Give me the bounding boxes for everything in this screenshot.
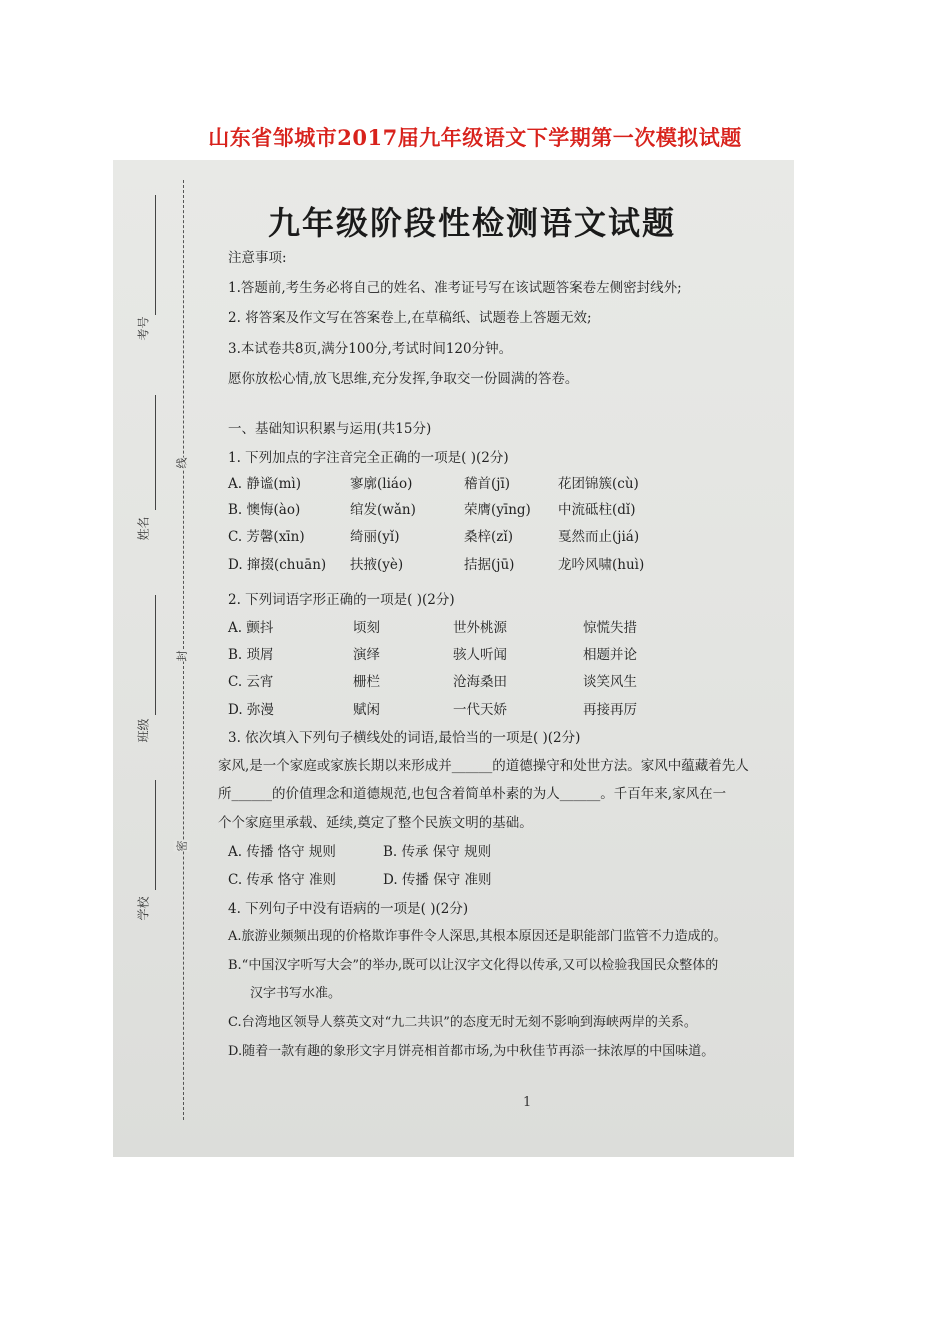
- q2-option-a-2: 顷刻: [353, 620, 380, 636]
- q2-option-a-1: A. 颤抖: [228, 620, 274, 636]
- binding-margin: [113, 160, 233, 1157]
- question-1: 1. 下列加点的字注音完全正确的一项是( )(2分): [228, 450, 509, 466]
- q1-option-d-3: 拮据(jū): [464, 557, 515, 573]
- question-2: 2. 下列词语字形正确的一项是( )(2分): [228, 592, 455, 608]
- scanned-exam-page: [113, 160, 794, 1157]
- q2-option-d-4: 再接再厉: [583, 702, 637, 718]
- q2-option-b-4: 相题并论: [583, 647, 637, 663]
- q1-option-c-3: 桑梓(zǐ): [464, 529, 513, 545]
- note-1: 1.答题前,考生务必将自己的姓名、准考证号写在该试题答案卷左侧密封线外;: [228, 280, 682, 296]
- q1-option-b-4: 中流砥柱(dǐ): [558, 502, 636, 518]
- class-fill-line: [155, 595, 156, 715]
- q2-option-b-1: B. 琐屑: [228, 647, 274, 663]
- question-4: 4. 下列句子中没有语病的一项是( )(2分): [228, 901, 469, 917]
- q1-option-a-3: 稽首(jī): [464, 476, 511, 492]
- q1-option-c-2: 绮丽(yǐ): [350, 529, 400, 545]
- seal-mark-line: 线: [175, 457, 189, 469]
- q1-option-d-4: 龙吟风啸(huì): [558, 557, 645, 573]
- name-label: 姓名: [136, 516, 151, 541]
- section-1-heading: 一、基础知识积累与运用(共15分): [228, 421, 432, 437]
- q1-option-b-1: B. 懊悔(ào): [228, 502, 301, 518]
- q2-option-c-3: 沧海桑田: [453, 674, 507, 690]
- q3-option-d: D. 传播 保守 准则: [383, 872, 492, 888]
- class-label: 班级: [136, 718, 151, 743]
- note-3: 3.本试卷共8页,满分100分,考试时间120分钟。: [228, 341, 513, 357]
- exam-title: 九年级阶段性检测语文试题: [268, 204, 677, 242]
- q1-option-c-4: 戛然而止(jiá): [558, 529, 640, 545]
- q2-option-d-2: 赋闲: [353, 702, 380, 718]
- q1-option-a-1: A. 静谧(mì): [228, 476, 301, 492]
- note-2: 2. 将答案及作文写在答案卷上,在草稿纸、试题卷上答题无效;: [228, 310, 592, 326]
- exam-no-label: 考号: [136, 316, 151, 341]
- q1-option-a-2: 寥廓(liáo): [350, 476, 413, 492]
- q3-passage-line-1: 家风,是一个家庭或家族长期以来形成并______的道德操守和处世方法。家风中蕴藏着先人: [218, 758, 749, 774]
- q2-option-b-2: 演绎: [353, 647, 380, 663]
- q4-option-d: D.随着一款有趣的象形文字月饼亮相首都市场,为中秋佳节再添一抹浓厚的中国味道。: [228, 1044, 715, 1059]
- q3-passage-line-2: 所______的价值理念和道德规范,也包含着简单朴素的为人______。千百年来,家风在一: [218, 786, 727, 802]
- q3-option-a: A. 传播 恪守 规则: [228, 844, 336, 860]
- question-3: 3. 依次填入下列句子横线处的词语,最恰当的一项是( )(2分): [228, 730, 581, 746]
- q3-passage-line-3: 个个家庭里承载、延续,奠定了整个民族文明的基础。: [218, 815, 533, 831]
- seal-mark-seal: 封: [175, 650, 189, 662]
- exam-no-fill-line: [155, 195, 156, 315]
- school-label: 学校: [136, 896, 151, 921]
- q2-option-b-3: 骇人听闻: [453, 647, 507, 663]
- q2-option-c-1: C. 云宵: [228, 674, 274, 690]
- q4-option-c: C.台湾地区领导人蔡英文对“九二共识”的态度无时无刻不影响到海峡两岸的关系。: [228, 1015, 697, 1030]
- q4-option-b: B.“中国汉字听写大会”的举办,既可以让汉字文化得以传承,又可以检验我国民众整体的: [228, 958, 719, 973]
- page-number: 1: [523, 1095, 532, 1110]
- q1-option-a-4: 花团锦簇(cù): [558, 476, 639, 492]
- q2-option-c-4: 谈笑风生: [583, 674, 637, 690]
- q2-option-c-2: 栅栏: [353, 674, 380, 690]
- q2-option-d-1: D. 弥漫: [228, 702, 274, 718]
- note-4: 愿你放松心情,放飞思维,充分发挥,争取交一份圆满的答卷。: [228, 371, 579, 387]
- q1-option-d-2: 扶掖(yè): [350, 557, 404, 573]
- q1-option-b-3: 荣膺(yīng): [464, 502, 531, 518]
- q3-option-c: C. 传承 恪守 准则: [228, 872, 337, 888]
- q1-option-b-2: 绾发(wǎn): [350, 502, 416, 518]
- q4-option-a: A.旅游业频频出现的价格欺诈事件令人深思,其根本原因还是职能部门监管不力造成的。: [228, 929, 727, 944]
- q1-option-c-1: C. 芳馨(xīn): [228, 529, 305, 545]
- seal-mark-close: 密: [175, 840, 189, 852]
- q2-option-a-3: 世外桃源: [453, 620, 507, 636]
- name-fill-line: [155, 395, 156, 510]
- q1-option-d-1: D. 撺掇(chuān): [228, 557, 327, 573]
- notes-heading: 注意事项:: [228, 250, 287, 266]
- q2-option-a-4: 惊慌失措: [583, 620, 637, 636]
- q3-option-b: B. 传承 保守 规则: [383, 844, 492, 860]
- q2-option-d-3: 一代天娇: [453, 702, 507, 718]
- school-fill-line: [155, 780, 156, 890]
- document-title: 山东省邹城市2017届九年级语文下学期第一次模拟试题: [208, 125, 742, 150]
- q4-option-b-cont: 汉字书写水准。: [250, 986, 342, 1001]
